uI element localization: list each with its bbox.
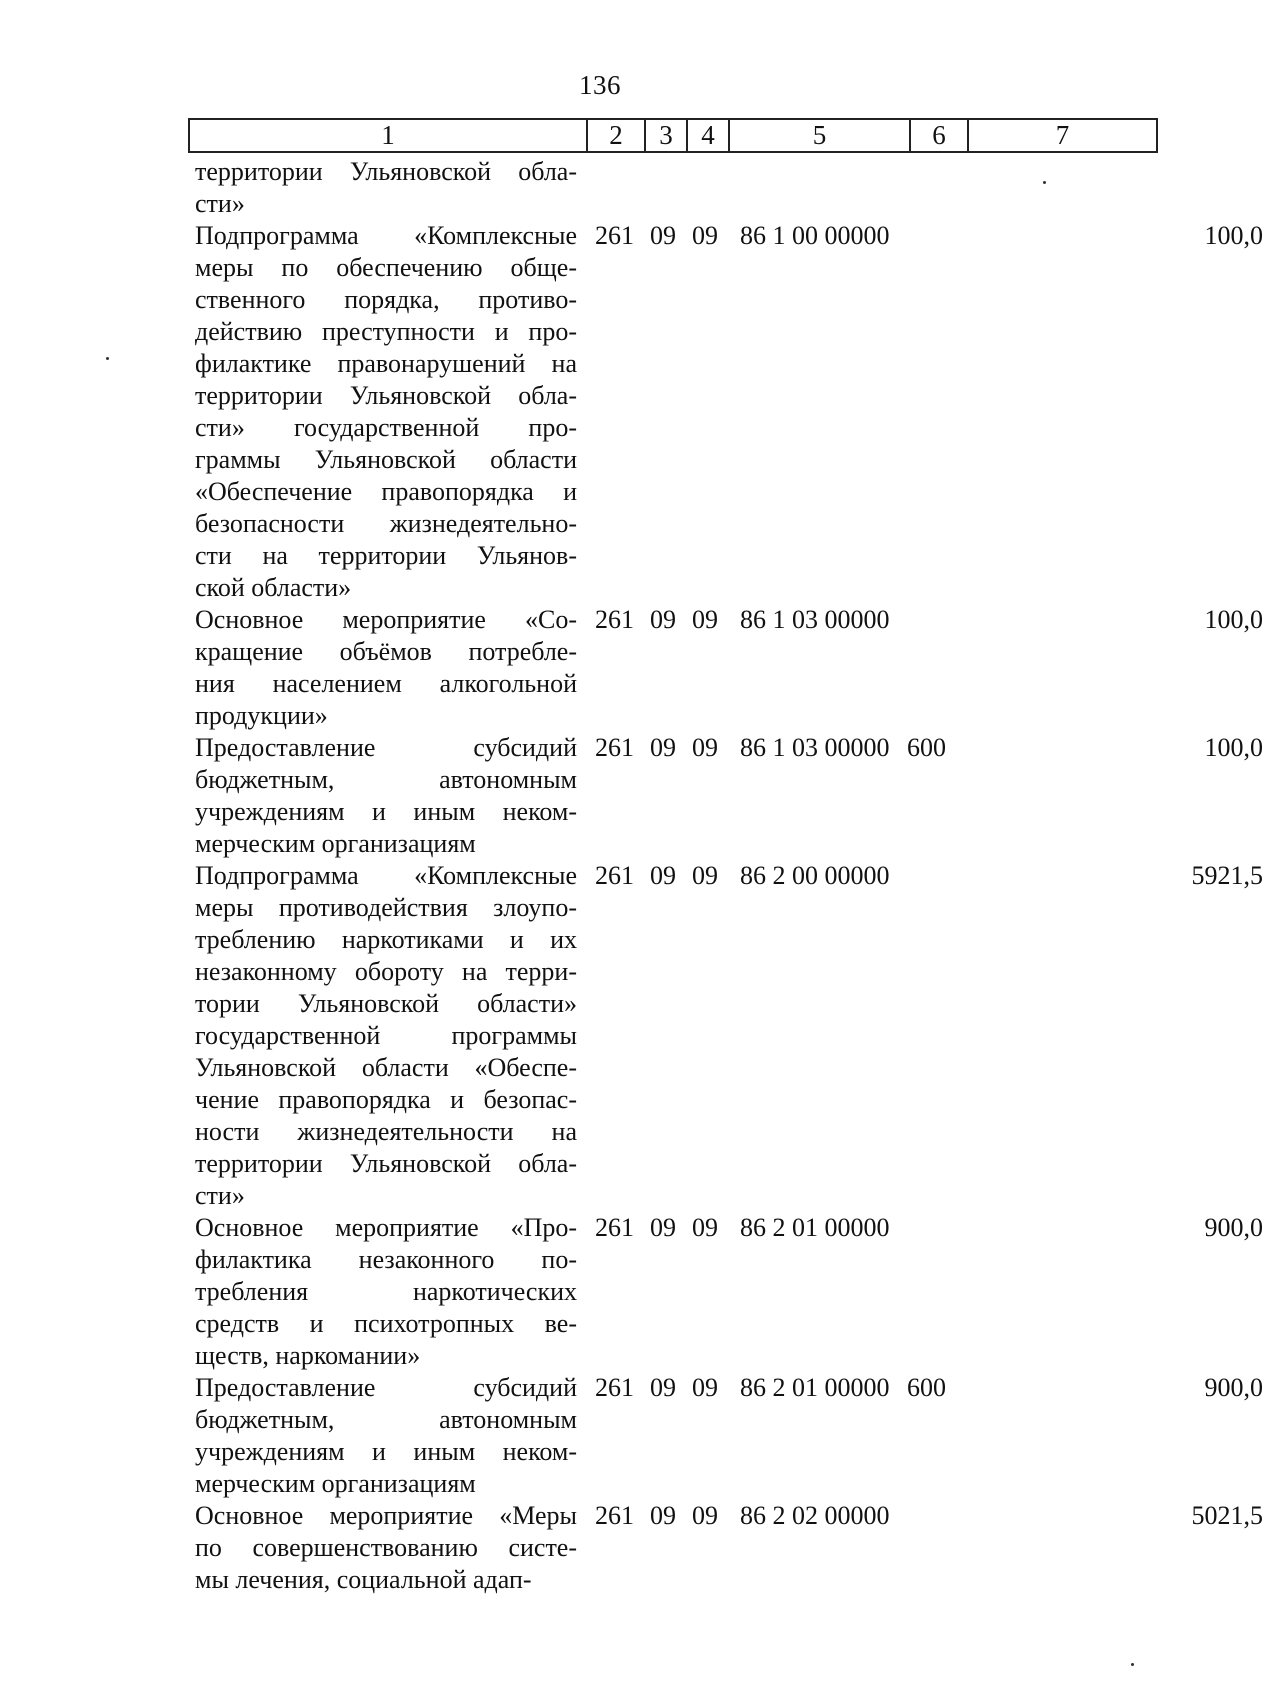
description-line: ния населением алкогольной [195, 669, 577, 698]
code-admin: 261 [595, 1501, 634, 1530]
description-line: филактике правонарушений на [195, 349, 577, 378]
code-section: 09 [650, 861, 676, 890]
code-expense-type: 600 [907, 1373, 946, 1402]
code-admin: 261 [595, 733, 634, 762]
table-row [195, 220, 1263, 604]
code-target: 86 2 01 00000 [740, 1373, 890, 1402]
description-line: «Обеспечение правопорядка и [195, 477, 577, 506]
description-line: филактика незаконного по- [195, 1245, 577, 1274]
description-line: сти на территории Ульянов- [195, 541, 577, 570]
code-section: 09 [650, 221, 676, 250]
row-description [195, 156, 577, 220]
description-line: Ульяновской области «Обеспе- [195, 1053, 577, 1082]
code-target: 86 1 03 00000 [740, 733, 890, 762]
description-line: учреждениям и иным неком- [195, 1437, 577, 1466]
code-subsection: 09 [692, 1501, 718, 1530]
amount: 900,0 [1204, 1373, 1263, 1402]
scan-speck [1131, 1663, 1134, 1666]
description-line: Предоставление субсидий [195, 1373, 577, 1402]
description-line: Основное мероприятие «Про- [195, 1213, 577, 1242]
amount: 100,0 [1204, 733, 1263, 762]
row-description [195, 732, 577, 860]
column-header-table [188, 118, 1158, 153]
code-expense-type: 600 [907, 733, 946, 762]
code-section: 09 [650, 733, 676, 762]
code-target: 86 1 03 00000 [740, 605, 890, 634]
description-line: территории Ульяновской обла- [195, 1149, 577, 1178]
column-header-7: 7 [968, 119, 1157, 152]
amount: 900,0 [1204, 1213, 1263, 1242]
description-line: требления наркотических [195, 1277, 577, 1306]
column-header-6: 6 [910, 119, 968, 152]
code-subsection: 09 [692, 221, 718, 250]
code-admin: 261 [595, 1373, 634, 1402]
description-line: ской области» [195, 573, 352, 602]
row-description [195, 1212, 577, 1372]
description-line: территории Ульяновской обла- [195, 157, 577, 186]
table-row [195, 1372, 1263, 1500]
description-line: меры противодействия злоупо- [195, 893, 577, 922]
code-section: 09 [650, 1213, 676, 1242]
amount: 5021,5 [1191, 1501, 1263, 1530]
code-subsection: 09 [692, 733, 718, 762]
table-row [195, 860, 1263, 1212]
row-description [195, 220, 577, 604]
code-subsection: 09 [692, 605, 718, 634]
description-line: государственной программы [195, 1021, 577, 1050]
description-line: ности жизнедеятельности на [195, 1117, 577, 1146]
description-line: незаконному обороту на терри- [195, 957, 577, 986]
code-subsection: 09 [692, 861, 718, 890]
code-section: 09 [650, 1373, 676, 1402]
description-line: Предоставление субсидий [195, 733, 577, 762]
code-admin: 261 [595, 1213, 634, 1242]
code-target: 86 2 02 00000 [740, 1501, 890, 1530]
budget-rows [195, 156, 1263, 1596]
description-line: сти» государственной про- [195, 413, 577, 442]
amount: 100,0 [1204, 605, 1263, 634]
row-description [195, 604, 577, 732]
code-section: 09 [650, 1501, 676, 1530]
description-line: учреждениям и иным неком- [195, 797, 577, 826]
description-line: мерческим организациям [195, 1469, 476, 1498]
table-row [195, 604, 1263, 732]
description-line: продукции» [195, 701, 328, 730]
description-line: треблению наркотиками и их [195, 925, 577, 954]
column-header-row [189, 119, 1157, 152]
description-line: Основное мероприятие «Меры [195, 1501, 577, 1530]
description-line: мы лечения, социальной адап- [195, 1565, 532, 1594]
code-target: 86 1 00 00000 [740, 221, 890, 250]
description-line: сти» [195, 1181, 245, 1210]
description-line: бюджетным, автономным [195, 1405, 577, 1434]
amount: 5921,5 [1191, 861, 1263, 890]
description-line: безопасности жизнедеятельно- [195, 509, 577, 538]
row-description [195, 860, 577, 1212]
scan-speck [1043, 181, 1046, 184]
description-line: меры по обеспечению обще- [195, 253, 577, 282]
scan-speck [106, 357, 109, 360]
amount: 100,0 [1204, 221, 1263, 250]
description-line: кращение объёмов потребле- [195, 637, 577, 666]
description-line: ществ, наркомании» [195, 1341, 421, 1370]
description-line: Подпрограмма «Комплексные [195, 221, 577, 250]
column-header-5: 5 [729, 119, 910, 152]
description-line: мерческим организациям [195, 829, 476, 858]
description-line: Основное мероприятие «Со- [195, 605, 577, 634]
description-line: ственного порядка, противо- [195, 285, 577, 314]
page-number: 136 [579, 70, 621, 100]
code-target: 86 2 01 00000 [740, 1213, 890, 1242]
code-subsection: 09 [692, 1213, 718, 1242]
code-admin: 261 [595, 221, 634, 250]
row-description [195, 1372, 577, 1500]
description-line: территории Ульяновской обла- [195, 381, 577, 410]
description-line: Подпрограмма «Комплексные [195, 861, 577, 890]
description-line: по совершенствованию систе- [195, 1533, 577, 1562]
column-header-4: 4 [687, 119, 729, 152]
description-line: действию преступности и про- [195, 317, 577, 346]
column-header-1: 1 [189, 119, 587, 152]
column-header-3: 3 [645, 119, 687, 152]
description-line: бюджетным, автономным [195, 765, 577, 794]
description-line: сти» [195, 189, 245, 218]
column-header-2: 2 [587, 119, 645, 152]
table-row [195, 732, 1263, 860]
code-admin: 261 [595, 605, 634, 634]
description-line: чение правопорядка и безопас- [195, 1085, 577, 1114]
table-row [195, 156, 577, 220]
code-section: 09 [650, 605, 676, 634]
table-row [195, 1500, 1263, 1596]
table-row [195, 1212, 1263, 1372]
code-subsection: 09 [692, 1373, 718, 1402]
description-line: граммы Ульяновской области [195, 445, 577, 474]
code-admin: 261 [595, 861, 634, 890]
row-description [195, 1500, 577, 1596]
code-target: 86 2 00 00000 [740, 861, 890, 890]
description-line: тории Ульяновской области» [195, 989, 577, 1018]
description-line: средств и психотропных ве- [195, 1309, 577, 1338]
